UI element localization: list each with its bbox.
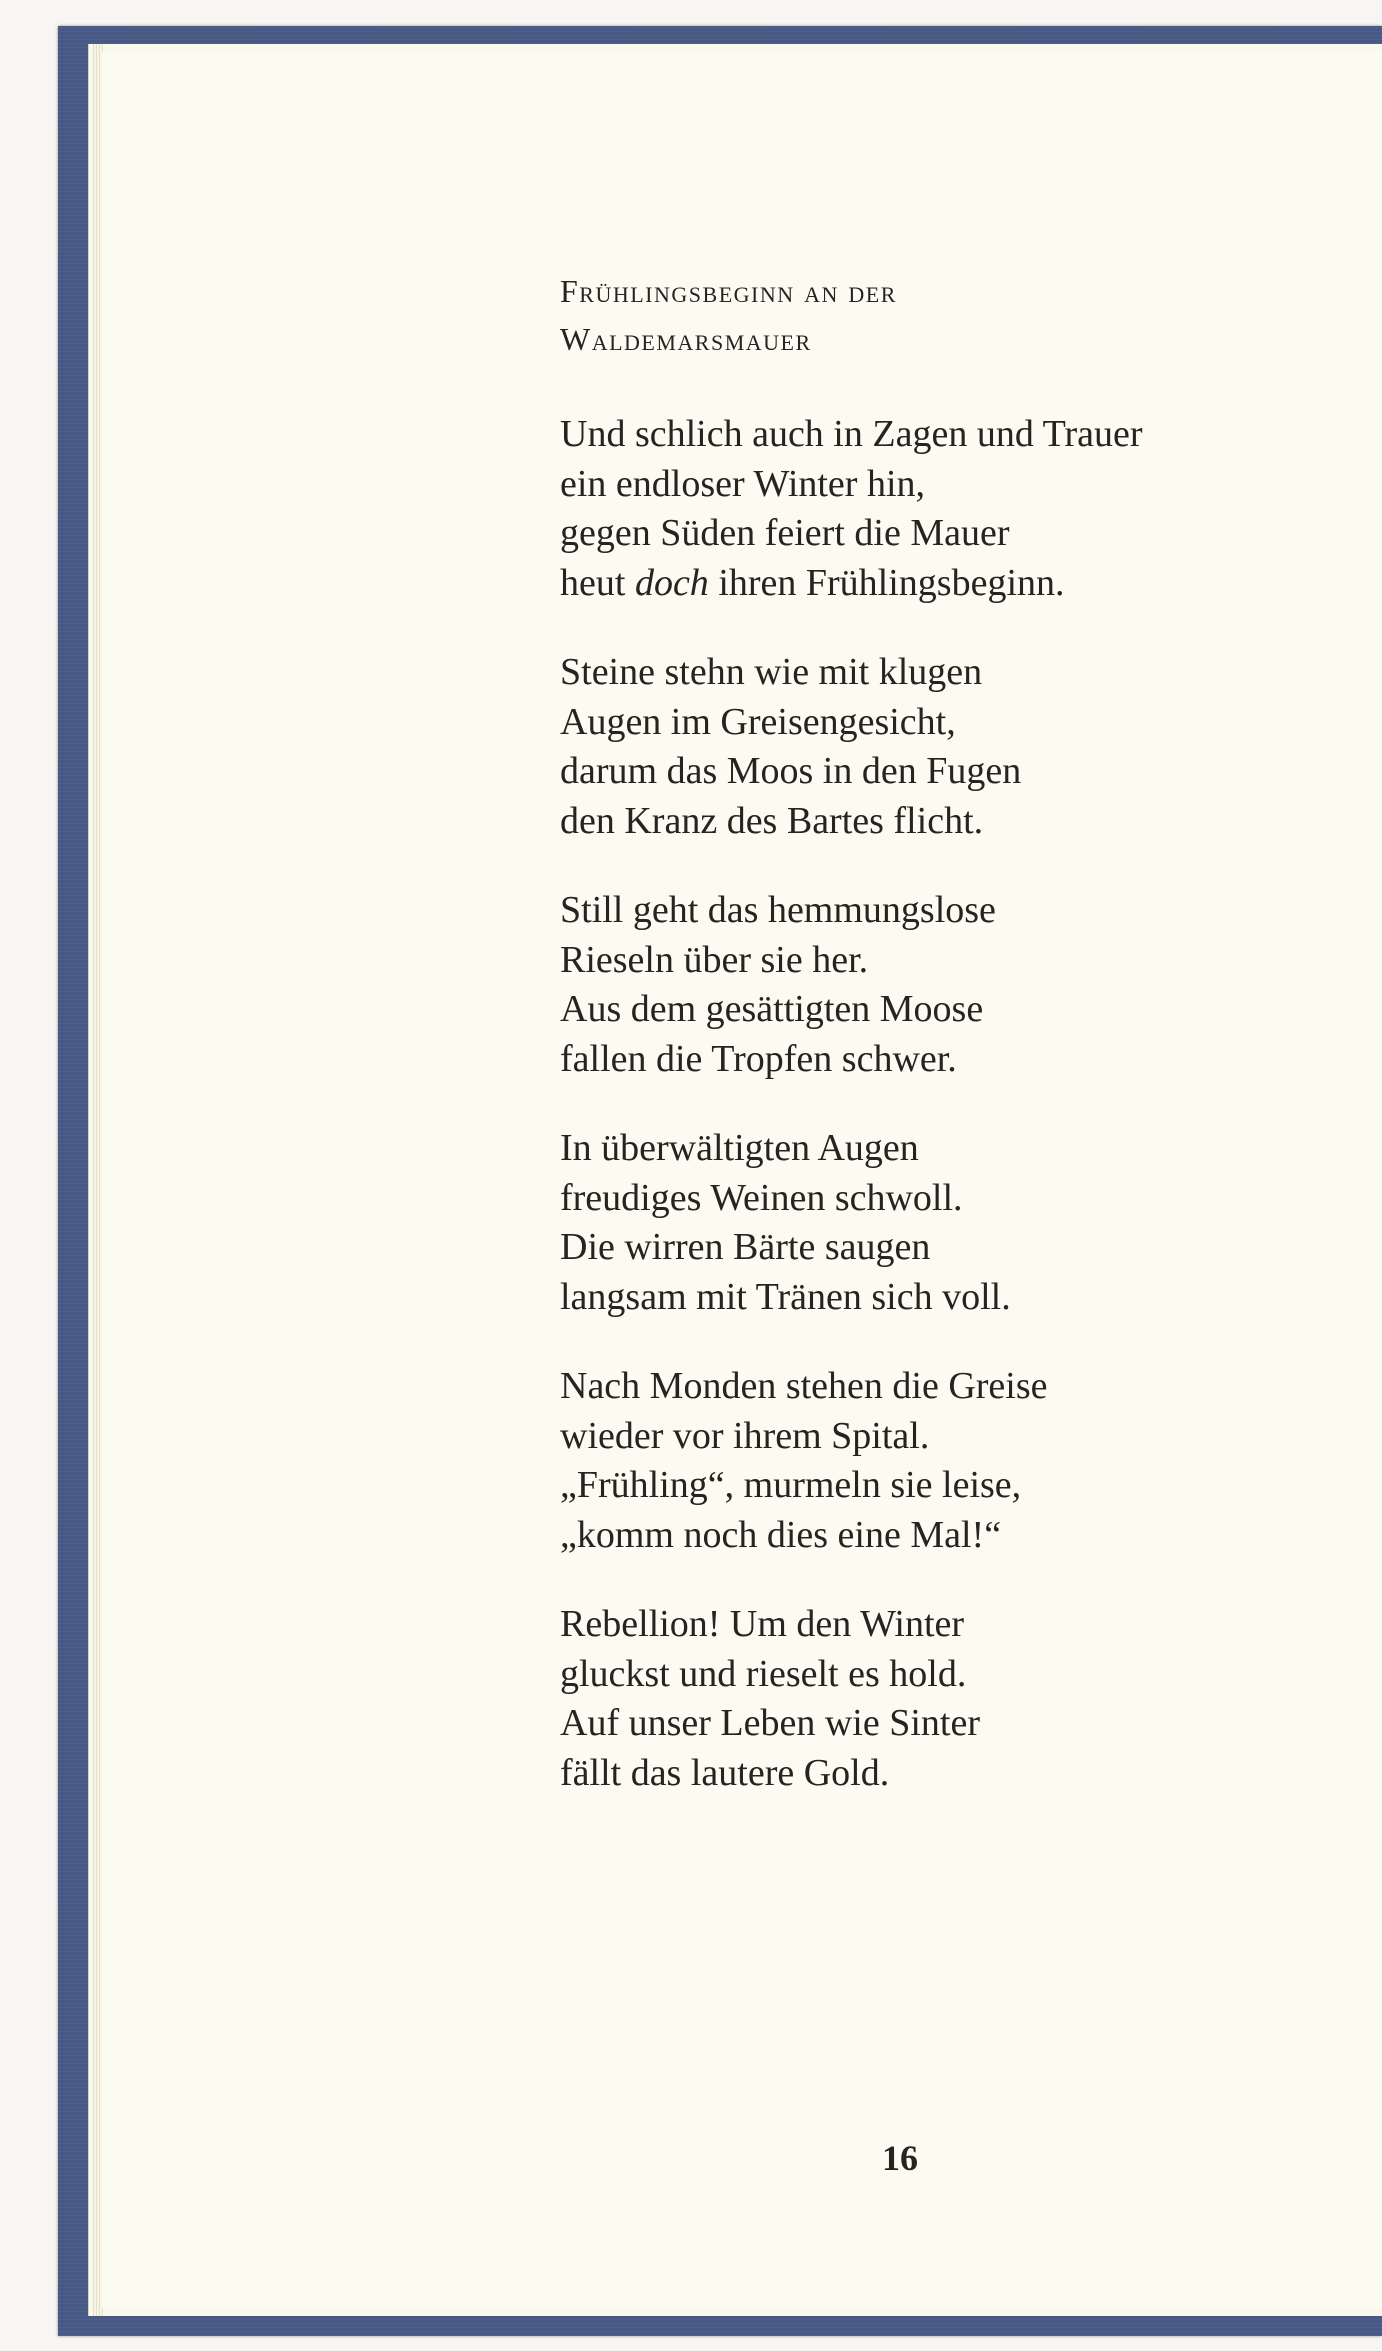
stanza (560, 886, 1340, 1084)
verse-line: fällt das lautere Gold. (560, 1751, 890, 1794)
verse-line: Still geht das hemmungslose (560, 889, 996, 931)
poem (560, 267, 1340, 1798)
verse-line (560, 559, 1340, 609)
verse-line: den Kranz des Bartes flicht. (560, 799, 984, 842)
verse-line: wieder vor ihrem Spital. (560, 1414, 930, 1457)
stanza (560, 648, 1340, 846)
poem-title (560, 267, 1340, 363)
verse-text: heut (560, 561, 635, 604)
stanza (560, 1362, 1340, 1560)
verse-line: „Frühling“, murmeln sie leise, (560, 1464, 1022, 1506)
verse-line: „komm noch dies eine Mal!“ (560, 1513, 1002, 1556)
page (102, 52, 1382, 2308)
verse-line: freudiges Weinen schwoll. (560, 1176, 963, 1219)
verse-line: Rieseln über sie her. (560, 938, 869, 981)
verse-line: gegen Süden feiert die Mauer (560, 512, 1010, 554)
verse-line: Auf unser Leben wie Sinter (560, 1702, 980, 1744)
verse-text: ihren Frühlingsbeginn. (708, 561, 1065, 604)
verse-line: Aus dem gesättigten Moose (560, 988, 984, 1030)
stanza (560, 1124, 1340, 1322)
verse-line: Die wirren Bärte saugen (560, 1226, 931, 1268)
verse-line: ein endloser Winter hin, (560, 462, 926, 505)
stanza (560, 1600, 1340, 1798)
page-number: 16 (882, 2138, 918, 2178)
title-line: Waldemarsmauer (560, 321, 812, 357)
verse-line: Augen im Greisengesicht, (560, 700, 956, 743)
verse-line: Und schlich auch in Zagen und Trauer (560, 413, 1143, 455)
emphasized-word: doch (634, 561, 709, 604)
verse-line: Nach Monden stehen die Greise (560, 1365, 1048, 1407)
verse-line: Rebellion! Um den Winter (560, 1603, 965, 1645)
stanza (560, 410, 1340, 608)
verse-line: fallen die Tropfen schwer. (560, 1037, 957, 1080)
verse-line: langsam mit Tränen sich voll. (560, 1275, 1011, 1318)
verse-line: Steine stehn wie mit klugen (560, 651, 983, 693)
title-line: Frühlingsbeginn an der (560, 273, 897, 309)
verse-line: In überwältigten Augen (560, 1127, 919, 1169)
verse-line: darum das Moos in den Fugen (560, 750, 1022, 792)
verse-line: gluckst und rieselt es hold. (560, 1652, 967, 1695)
